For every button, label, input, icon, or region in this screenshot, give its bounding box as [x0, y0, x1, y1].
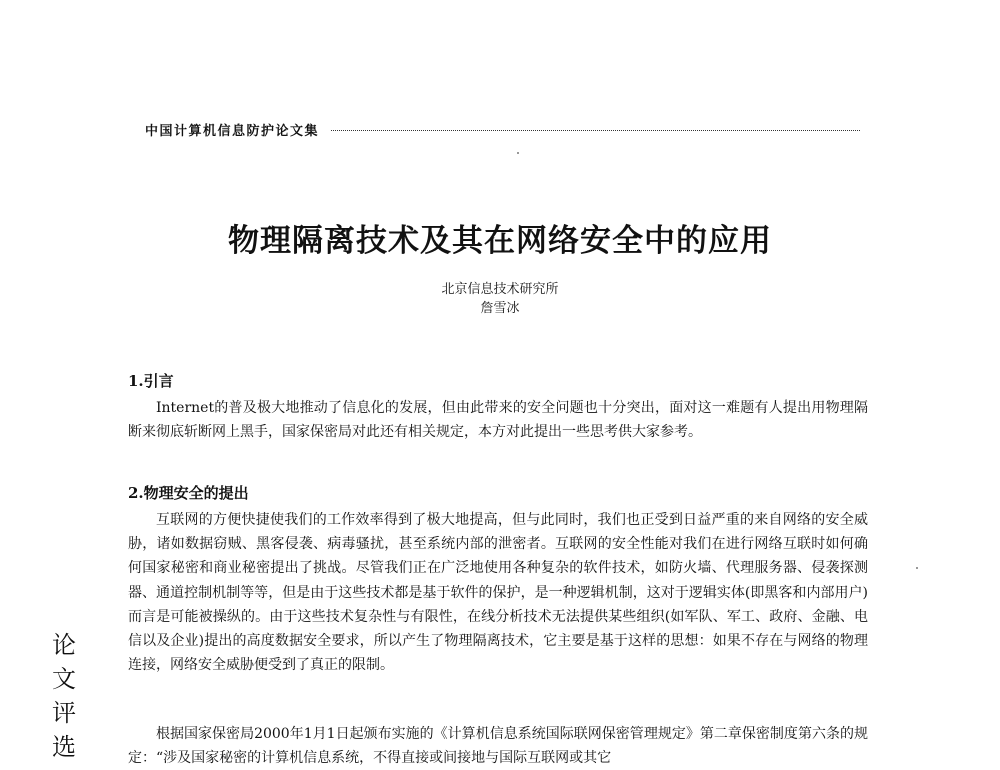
header-title: 中国计算机信息防护论文集: [145, 123, 320, 139]
paragraph: 根据国家保密局2000年1月1日起颁布实施的《计算机信息系统国际联网保密管理规定》第二章保密制度第六条的规定：“涉及国家秘密的计算机信息系统，不得直接或间接地与国际互联网或其它: [128, 726, 868, 767]
scan-speck: [517, 152, 519, 154]
side-label-char: 文: [52, 665, 76, 693]
author-affiliation: 北京信息技术研究所: [441, 282, 559, 297]
side-label-char: 论: [52, 631, 76, 659]
side-label-char: 评: [52, 699, 76, 727]
paper-title: 物理隔离技术及其在网络安全中的应用: [228, 223, 772, 259]
paragraph: 互联网的方便快捷使我们的工作效率得到了极大地提高，但与此同时，我们也正受到日益严重的来自网络的安全威胁，诸如数据窃贼、黑客侵袭、病毒骚扰，甚至系统内部的泄密者。互联网的安全性能对我们在进行网络互联时如何确何国家秘密和商业秘密提出了挑战。尽管我们正在广泛地使用各种复杂的软件技术，如防火墙、代理服务器、侵袭探测器、通道控制机制等等，但是由于这些技术都是基于软件的保护，是一种逻辑机制，这对于逻辑实体(即黑客和内部用户)而言是可能被操纵的。由于这些技术复杂性与有限性，在线分析技术无法提供某些组织(如军队、军工、政府、金融、电信以及企业)提出的高度数据安全要求，所以产生了物理隔离技术，它主要是基于这样的思想：如果不存在与网络的物理连接，网络安全威胁便受到了真正的限制。: [128, 512, 868, 674]
scan-speck: [916, 567, 918, 569]
side-section-label: [50, 628, 78, 764]
running-header: [145, 118, 860, 140]
section-heading: 2.物理安全的提出: [128, 484, 249, 502]
section-heading: 1.引言: [128, 372, 174, 390]
paragraph: Internet的普及极大地推动了信息化的发展，但由此带来的安全问题也十分突出，面对这一难题有人提出用物理隔断来彻底斩断网上黑手，国家保密局对此还有相关规定，本方对此提出一些思考供大家参考。: [128, 400, 868, 441]
author-name: 詹雪冰: [480, 301, 520, 316]
side-label-char: 选: [52, 733, 76, 761]
header-dotted-rule: [331, 130, 860, 131]
